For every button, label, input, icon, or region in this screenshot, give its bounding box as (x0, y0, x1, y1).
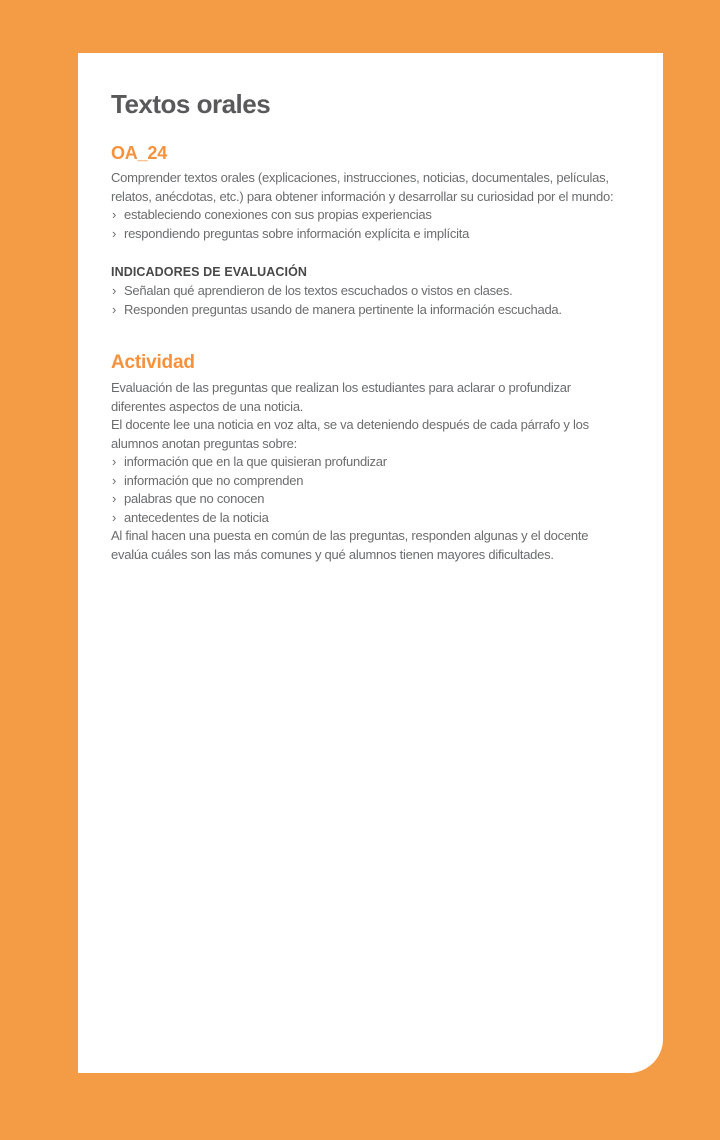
content-card (78, 53, 663, 1073)
actividad-paragraph-2: El docente lee una noticia en voz alta, se va deteniendo después de cada párrafo y los alumnos anotan preguntas sobre: (111, 417, 589, 451)
section-oa (111, 143, 628, 319)
actividad-heading: Actividad (111, 352, 195, 373)
list-item-text: información que en la que quisieran profundizar (124, 454, 387, 469)
actividad-paragraph-1: Evaluación de las preguntas que realizan los estudiantes para aclarar o profundizar diferentes aspectos de una noticia. (111, 380, 571, 414)
page-title: Textos orales (111, 89, 271, 119)
actividad-bullet-list (111, 453, 628, 527)
chevron-bullet-icon: › (112, 491, 117, 506)
list-item-text: Señalan qué aprendieron de los textos escuchados o vistos en clases. (124, 283, 513, 298)
list-item (111, 282, 628, 301)
list-item (111, 301, 628, 320)
list-item (111, 509, 628, 528)
indicadores-heading: INDICADORES DE EVALUACIÓN (111, 265, 308, 279)
chevron-bullet-icon: › (112, 454, 117, 469)
chevron-bullet-icon: › (112, 509, 117, 525)
oa-bullet-list (111, 206, 628, 243)
list-item-text: Responden preguntas usando de manera pertinente la información escuchada. (124, 301, 562, 317)
oa-heading: OA_24 (111, 143, 168, 163)
indicadores-bullet-list (111, 282, 628, 319)
list-item (111, 206, 628, 225)
chevron-bullet-icon: › (112, 301, 117, 317)
section-actividad (111, 352, 628, 564)
list-item (111, 490, 628, 509)
list-item (111, 453, 628, 472)
list-item-text: respondiendo preguntas sobre información explícita e implícita (124, 225, 470, 241)
list-item-text: información que no comprenden (124, 472, 304, 488)
chevron-bullet-icon: › (112, 225, 117, 241)
oa-intro-paragraph: Comprender textos orales (explicaciones, instrucciones, noticias, documentales, películas, relatos, anécdotas, etc.) para obtener información y desarrollar su curiosidad por el mundo: (111, 170, 614, 204)
list-item-text: estableciendo conexiones con sus propias experiencias (124, 207, 432, 222)
chevron-bullet-icon: › (112, 207, 117, 222)
list-item-text: palabras que no conocen (124, 491, 265, 506)
actividad-paragraph-3: Al final hacen una puesta en común de las preguntas, responden algunas y el docente evalúa cuáles son las más comunes y qué alumnos tienen mayores dificultades. (111, 528, 589, 562)
list-item-text: antecedentes de la noticia (124, 509, 269, 525)
chevron-bullet-icon: › (112, 472, 117, 488)
list-item (111, 225, 628, 244)
list-item (111, 472, 628, 491)
chevron-bullet-icon: › (112, 283, 117, 298)
